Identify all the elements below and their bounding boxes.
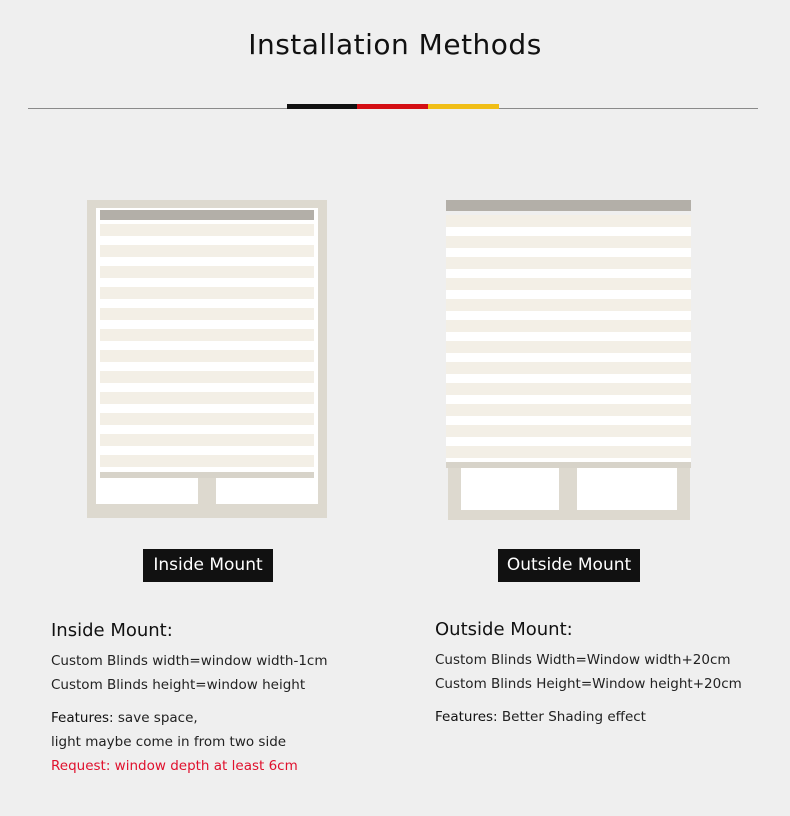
inside-height-rule: Custom Blinds height=window height <box>51 677 306 693</box>
blind-shade-stripe <box>446 320 691 332</box>
blind-sheer-stripe <box>100 257 314 266</box>
blind-shade-stripe <box>446 299 691 311</box>
inside-features-line2: light maybe come in from two side <box>51 734 287 750</box>
blind-shade-stripe <box>446 257 691 269</box>
blind-sheer-stripe <box>100 404 314 413</box>
window-sill <box>448 510 690 520</box>
request-text: window depth at least 6cm <box>110 758 298 774</box>
blind-sheer-stripe <box>100 341 314 350</box>
blind-shade-stripe <box>100 413 314 425</box>
blind-shade-stripe <box>100 434 314 446</box>
outside-mount-tag: Outside Mount <box>498 549 640 582</box>
blind-sheer-stripe <box>100 362 314 371</box>
blind-shade-stripe <box>100 308 314 320</box>
blind-sheer-stripe <box>100 425 314 434</box>
blind-sheer-stripe <box>100 446 314 455</box>
flag-stripe-black <box>287 104 357 109</box>
blind-shade-stripe <box>446 236 691 248</box>
features-text: save space, <box>113 710 198 726</box>
blind-shade-stripe <box>100 392 314 404</box>
blind-sheer-stripe <box>100 299 314 308</box>
inside-mount-details <box>51 620 328 774</box>
inside-request <box>51 758 328 774</box>
blind-sheer-stripe <box>100 320 314 329</box>
inside-blind <box>100 210 314 474</box>
blind-sheer-stripe <box>446 353 691 362</box>
blind-shade-stripe <box>446 383 691 395</box>
blind-shade-stripe <box>446 425 691 437</box>
blind-sheer-stripe <box>446 227 691 236</box>
window-sill <box>96 504 318 510</box>
outside-width-rule: Custom Blinds Width=Window width+20cm <box>435 652 731 668</box>
blind-shade-stripe <box>446 215 691 227</box>
blind-shade-stripe <box>100 371 314 383</box>
inside-heading: Inside Mount: <box>51 620 173 641</box>
outside-mount-details <box>435 619 742 725</box>
features-label: Features: <box>435 709 498 725</box>
blind-shade-stripe <box>100 224 314 236</box>
blind-sheer-stripe <box>446 374 691 383</box>
page-title: Installation Methods <box>248 28 542 61</box>
window-mullion <box>559 464 577 510</box>
outside-heading: Outside Mount: <box>435 619 573 640</box>
blind-sheer-stripe <box>446 248 691 257</box>
flag-stripe-red <box>357 104 428 109</box>
blind-shade-stripe <box>100 329 314 341</box>
blind-sheer-stripe <box>446 395 691 404</box>
blind-sheer-stripe <box>446 311 691 320</box>
blind-sheer-stripe <box>446 290 691 299</box>
blind-shade-stripe <box>100 287 314 299</box>
blind-shade-stripe <box>100 266 314 278</box>
inside-width-rule: Custom Blinds width=window width-1cm <box>51 653 328 669</box>
bottom-rail <box>446 462 691 468</box>
blind-shade-stripe <box>100 245 314 257</box>
blind-shade-stripe <box>100 350 314 362</box>
blind-sheer-stripe <box>100 278 314 287</box>
outside-blind <box>446 200 691 464</box>
blind-shade-stripe <box>446 341 691 353</box>
blind-sheer-stripe <box>446 332 691 341</box>
outside-height-rule: Custom Blinds Height=Window height+20cm <box>435 676 742 692</box>
blind-sheer-stripe <box>446 269 691 278</box>
blind-shade-stripe <box>446 362 691 374</box>
blind-shade-stripe <box>446 404 691 416</box>
blind-sheer-stripe <box>446 437 691 446</box>
features-text: Better Shading effect <box>497 709 646 725</box>
flag-stripe-gold <box>428 104 499 109</box>
blind-sheer-stripe <box>100 236 314 245</box>
request-label: Request: <box>51 758 111 774</box>
features-label: Features: <box>51 710 114 726</box>
blind-shade-stripe <box>100 455 314 467</box>
blind-sheer-stripe <box>446 416 691 425</box>
blind-shade-stripe <box>446 446 691 458</box>
blind-sheer-stripe <box>100 383 314 392</box>
inside-mount-tag: Inside Mount <box>143 549 273 582</box>
inside-features <box>51 710 328 726</box>
blind-shade-stripe <box>446 278 691 290</box>
outside-features <box>435 709 742 725</box>
